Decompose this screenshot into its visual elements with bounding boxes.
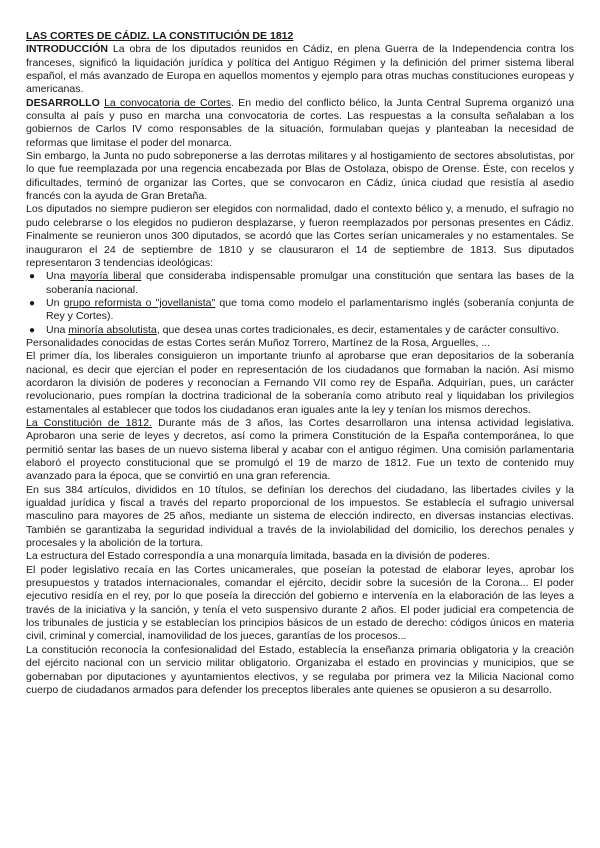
list-item bbox=[26, 324, 574, 337]
item-prefix: Una bbox=[46, 323, 69, 336]
desarrollo-label: DESARROLLO bbox=[26, 96, 100, 109]
title-text: LAS CORTES DE CÁDIZ. LA CONSTITUCIÓN DE 1812 bbox=[26, 30, 294, 42]
item-prefix: Un bbox=[46, 296, 64, 309]
document-title bbox=[26, 30, 574, 43]
primer-dia-paragraph: El primer día, los liberales consiguieron un importante triunfo al aprobarse que eran depositarios de la soberanía nacional, es decir que ejercían el poder en representación de los ciudadanos que formaban la nación. Así mismo acordaron la división de poderes y reconocían a Fernando VII como rey de España. Adquirían, pues, un carácter revolucionario, pues rompían la doctrina tradicional de la soberanía como atributo real y liquidaban los privilegios estamentales al establecer que todos los ciudadanos eran iguales ante la ley y tenían los mismos derechos. bbox=[26, 350, 574, 416]
bullet-icon: ● bbox=[29, 297, 36, 309]
articulos-paragraph: En sus 384 artículos, divididos en 10 títulos, se definían los derechos del ciudadano, las libertades civiles y la igualdad jurídica y fiscal a través del reparto proporcional de los impuestos. Se establecía el sufragio universal masculino para mayores de 25 años, mediante un sistema de elección indirecto, en diversas instancias electivas. También se garantizaba la seguridad individual a través de la inviolabilidad del domicilio, los derechos penales y procesales y la abolición de la tortura. bbox=[26, 483, 574, 550]
document-page bbox=[26, 30, 574, 697]
item-text: que consideraba indispensable promulgar una constitución que sentara las bases de la soberanía nacional. bbox=[46, 270, 574, 296]
item-term: minoría absolutista bbox=[68, 323, 157, 336]
constitucion-paragraph bbox=[26, 417, 574, 484]
desarrollo-text: . En medio del conflicto bélico, la Junta Central Suprema organizó una consulta al país y puso en marcha una convocatoria de cortes. Las respuestas a la consulta señalaban a los gobiernos de Carlos IV como responsables de la situación, formulaban quejas y planteaban la necesidad de reformas que limitase el poder del monarca. bbox=[26, 96, 575, 149]
item-term: grupo reformista o "jovellanista" bbox=[63, 296, 216, 309]
bullet-icon: ● bbox=[29, 324, 36, 336]
confesionalidad-paragraph: La constitución reconocía la confesionalidad del Estado, establecía la enseñanza primaria obligatoria y la creación del ejército nacional con un servicio militar obligatorio. Organizaba el estado en provincias y municipios, que se gobernaban por diputaciones y ayuntamientos electivos, y se regulaba por primera vez la Milicia Nacional como cuerpo de ciudadanos armados para defender los preceptos liberales ante quienes se opusieron a su desarrollo. bbox=[26, 643, 574, 696]
desarrollo-paragraph bbox=[26, 97, 574, 150]
list-item bbox=[26, 297, 574, 324]
list-item bbox=[26, 270, 574, 297]
constitucion-heading: La Constitución de 1812. bbox=[26, 416, 153, 429]
poderes-paragraph: El poder legislativo recaía en las Cortes unicamerales, que poseían la potestad de elaborar leyes, aprobar los presupuestos y tratados internacionales, comandar el ejército, decidir sobre la sucesión de la Corona... El poder ejecutivo residía en el rey, por lo que poseía la dirección del gobierno e intervenía en la elaboración de las leyes a través de la iniciativa y la sanción, y tenía el veto suspensivo durante 2 años. El poder judicial era competencia de los tribunales de justicia y se establecían los principios básicos de un estado de derecho: códigos únicos en materia civil, criminal y comercial, inamovilidad de los jueces, garantías de los procesos... bbox=[26, 563, 574, 643]
intro-text: La obra de los diputados reunidos en Cádiz, en plena Guerra de la Independencia contra los franceses, significó la liquidación jurídica y política del Antiguo Régimen y la definición del primer sistema liberal español, el más avanzado de Europa en aquellos momentos y ejemplo para otras muchas constituciones europeas y americanas. bbox=[26, 43, 574, 96]
item-text: , que desea unas cortes tradicionales, es decir, estamentales y de carácter consultivo. bbox=[156, 323, 559, 336]
bullet-icon: ● bbox=[29, 271, 36, 283]
intro-label: INTRODUCCIÓN bbox=[26, 43, 109, 56]
item-text: que toma como modelo el parlamentarismo inglés (soberanía conjunta de Rey y Cortes). bbox=[46, 296, 574, 323]
diputados-paragraph: Los diputados no siempre pudieron ser elegidos con normalidad, dado el contexto bélico y, a menudo, el sufragio no pudo celebrarse o los elegidos no pudieron desplazarse, y fueron reemplazados por personas presentes en Cádiz. Finalmente se reunieron unos 300 diputados, se acordó que las Cortes serían unicamerales y no estamentales. Se inauguraron el 24 de septiembre de 1810 y se clausuraron el 14 de septiembre de 1813. Sus diputados representaron 3 tendencias ideológicas: bbox=[26, 203, 574, 269]
tendencias-list bbox=[26, 270, 574, 337]
intro-paragraph bbox=[26, 43, 574, 96]
convocatoria-heading: La convocatoria de Cortes bbox=[104, 96, 232, 109]
item-prefix: Una bbox=[46, 270, 71, 283]
item-term: mayoría liberal bbox=[70, 270, 142, 283]
personalidades-paragraph: Personalidades conocidas de estas Cortes serán Muñoz Torrero, Martínez de la Rosa, Arguelles, ... bbox=[26, 336, 491, 349]
regencia-paragraph: Sin embargo, la Junta no pudo sobreponerse a las derrotas militares y al hostigamiento de sectores absolutistas, por lo que fue reemplazada por una regencia encabezada por Blas de Ostolaza, obispo de Orense. Éste, con recelos y dificultades, terminó de organizar las Cortes, que se convocaron en Cádiz, única ciudad que resistía al asedio francés con la ayuda de Gran Bretaña. bbox=[26, 150, 574, 203]
estructura-paragraph: La estructura del Estado correspondía a una monarquía limitada, basada en la división de poderes. bbox=[26, 550, 490, 563]
constitucion-text: Durante más de 3 años, las Cortes desarrollaron una intensa actividad legislativa. Aprobaron una serie de leyes y decretos, así como la primera Constitución de la España contemporánea, lo que permitió sentar las bases de un nuevo sistema liberal y acabar con el antiguo régimen. Una comisión parlamentaria elaboró el proyecto constitucional que se promulgó el 19 de marzo de 1812. Fue un texto de contenido muy avanzado para la época, que se convirtió en una gran referencia. bbox=[26, 416, 574, 483]
